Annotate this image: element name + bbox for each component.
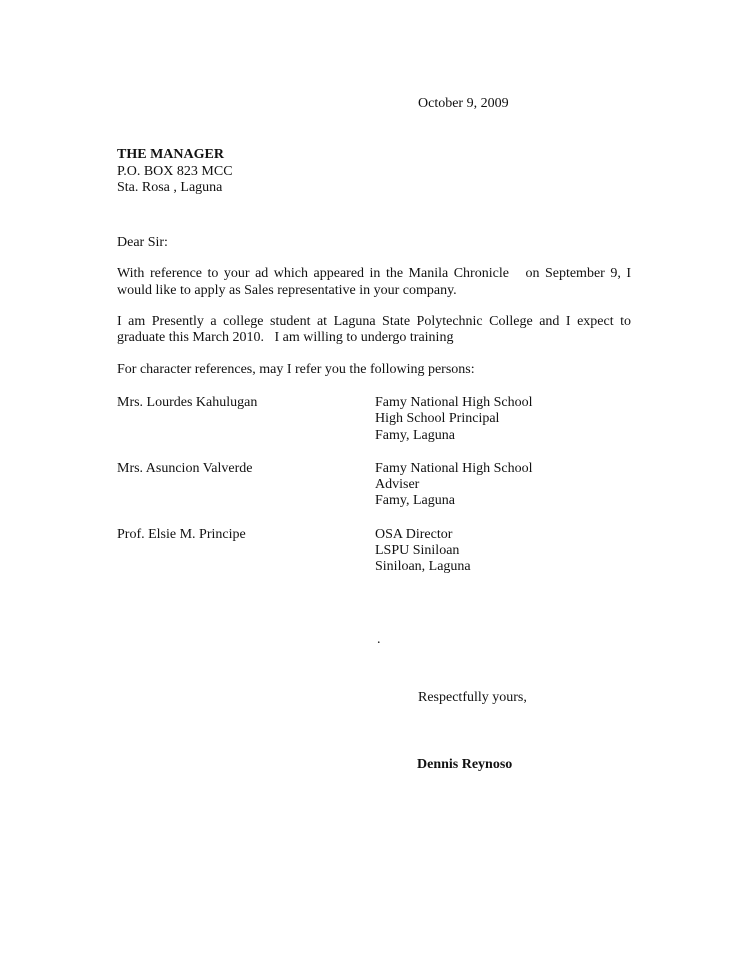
- reference-detail-line: Famy, Laguna: [375, 493, 455, 509]
- letter-date: October 9, 2009: [418, 96, 509, 111]
- references-list: [117, 395, 631, 576]
- stray-period: .: [377, 631, 381, 647]
- recipient-address-line2: Sta. Rosa , Laguna: [117, 179, 223, 195]
- paragraph-references-intro: For character references, may I refer you the following persons:: [117, 361, 475, 377]
- paragraph-education: I am Presently a college student at Laguna State Polytechnic College and I expect to graduate this March 2010. I am willing to undergo training: [117, 314, 631, 346]
- closing: Respectfully yours,: [418, 689, 527, 705]
- reference-detail-line: Famy National High School: [375, 394, 533, 410]
- reference-name: Prof. Elsie M. Principe: [117, 526, 246, 542]
- reference-detail-line: Adviser: [375, 477, 420, 493]
- reference-name: Mrs. Asuncion Valverde: [117, 460, 253, 476]
- reference-row: [117, 395, 631, 444]
- reference-detail-line: Siniloan, Laguna: [375, 559, 471, 575]
- reference-detail-line: OSA Director: [375, 526, 453, 542]
- reference-row: [117, 461, 631, 510]
- reference-name: Mrs. Lourdes Kahulugan: [117, 394, 258, 410]
- signature-name: Dennis Reynoso: [417, 757, 513, 773]
- recipient-name: THE MANAGER: [117, 147, 224, 163]
- reference-detail-line: Famy, Laguna: [375, 427, 455, 443]
- salutation: Dear Sir:: [117, 235, 168, 251]
- reference-detail-line: LSPU Siniloan: [375, 543, 460, 559]
- reference-row: [117, 527, 631, 576]
- recipient-block: [117, 147, 631, 196]
- reference-details: [375, 395, 631, 444]
- recipient-address-line1: P.O. BOX 823 MCC: [117, 163, 233, 179]
- reference-details: [375, 527, 631, 576]
- reference-details: [375, 461, 631, 510]
- reference-detail-line: High School Principal: [375, 411, 500, 427]
- paragraph-intro: With reference to your ad which appeared in the Manila Chronicle on September 9, I would like to apply as Sales representative in your company.: [117, 266, 631, 298]
- reference-detail-line: Famy National High School: [375, 460, 533, 476]
